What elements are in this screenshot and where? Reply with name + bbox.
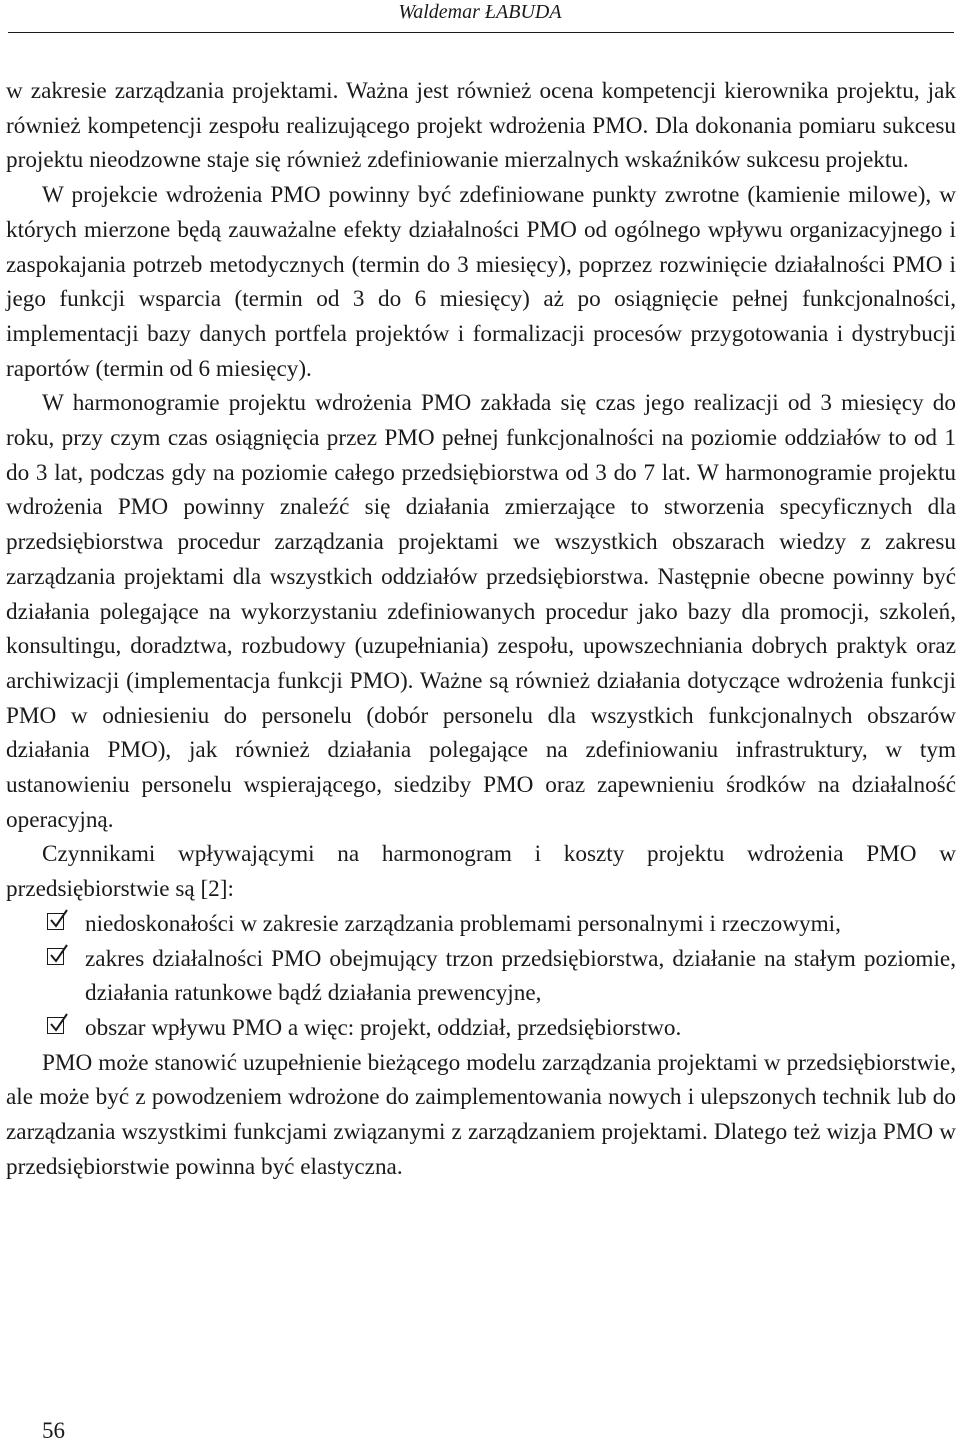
list-item-text: niedoskonałości w zakresie zarządzania problemami personalnymi i rzeczowymi, xyxy=(85,910,841,937)
paragraph-closing: PMO może stanowić uzupełnienie bieżącego modelu zarządzania projektami w przedsiębiorstwie, ale może być z powodzeniem wdrożone do zaimplementowania nowych i ulepszonych technik lub do zarządzania wszystkimi funkcjami związanymi z zarządzaniem projektami. Dlatego też wizja PMO w przedsiębiorstwie powinna być elastyczna. xyxy=(6,1049,956,1180)
checkbox-checked-icon xyxy=(47,948,64,965)
factors-checklist xyxy=(6,907,956,1046)
body-text xyxy=(6,74,956,1185)
paragraph-factors-intro: Czynnikami wpływającymi na harmonogram i koszty projektu wdrożenia PMO w przedsiębiorstwie są [2]: xyxy=(6,841,956,903)
list-item xyxy=(6,1011,956,1046)
header-rule xyxy=(8,32,954,33)
running-header: Waldemar ŁABUDA xyxy=(398,1,562,23)
paragraph-continuation: w zakresie zarządzania projektami. Ważna jest również ocena kompetencji kierownika projektu, jak również kompetencji zespołu realizującego projekt wdrożenia PMO. Dla dokonania pomiaru sukcesu projektu nieodzowne staje się również zdefiniowanie mierzalnych wskaźników sukcesu projektu. xyxy=(6,78,956,174)
list-item-text: obszar wpływu PMO a więc: projekt, oddział, przedsiębiorstwo. xyxy=(85,1014,682,1041)
list-item xyxy=(6,942,956,1011)
list-item xyxy=(6,907,956,942)
paragraph-schedule: W harmonogramie projektu wdrożenia PMO zakłada się czas jego realizacji od 3 miesięcy do roku, przy czym czas osiągnięcia przez PMO pełnej funkcjonalności na poziomie oddziałów to od 1 do 3 lat, podczas gdy na poziomie całego przedsiębiorstwa od 3 do 7 lat. W harmonogramie projektu wdrożenia PMO powinny znaleźć się działania zmierzające to stworzenia specyficznych dla przedsiębiorstwa procedur zarządzania projektami we wszystkich obszarach wiedzy z zakresu zarządzania projektami dla wszystkich oddziałów przedsiębiorstwa. Następnie obecne powinny być działania polegające na wykorzystaniu zdefiniowanych procedur jako bazy dla promocji, szkoleń, konsultingu, doradztwa, rozbudowy (uzupełniania) zespołu, upowszechniania dobrych praktyk oraz archiwizacji (implementacja funkcji PMO). Ważne są również działania dotyczące wdrożenia funkcji PMO w odniesieniu do personelu (dobór personelu dla wszystkich funkcjonalnych obszarów działania PMO), jak również działania polegające na zdefiniowaniu infrastruktury, w tym ustanowieniu personelu wspierającego, siedziby PMO oraz zapewnieniu środków na działalność operacyjną. xyxy=(6,390,956,833)
paragraph-milestones: W projekcie wdrożenia PMO powinny być zdefiniowane punkty zwrotne (kamienie milowe), w których mierzone będą zauważalne efekty działalności PMO od ogólnego wpływu organizacyjnego i zaspokajania potrzeb metodycznych (termin do 3 miesięcy), poprzez rozwinięcie działalności PMO i jego funkcji wsparcia (termin od 3 do 6 miesięcy) aż po osiągnięcie pełnej funkcjonalności, implementacji bazy danych portfela projektów i formalizacji procesów przygotowania i dystrybucji raportów (termin od 6 miesięcy). xyxy=(6,182,956,382)
list-item-text: zakres działalności PMO obejmujący trzon przedsiębiorstwa, działanie na stałym poziomie, działania ratunkowe bądź działania prewencyjne, xyxy=(85,945,956,1007)
checkbox-checked-icon xyxy=(47,913,64,930)
page-number: 56 xyxy=(42,1418,65,1443)
checkbox-checked-icon xyxy=(47,1017,64,1034)
